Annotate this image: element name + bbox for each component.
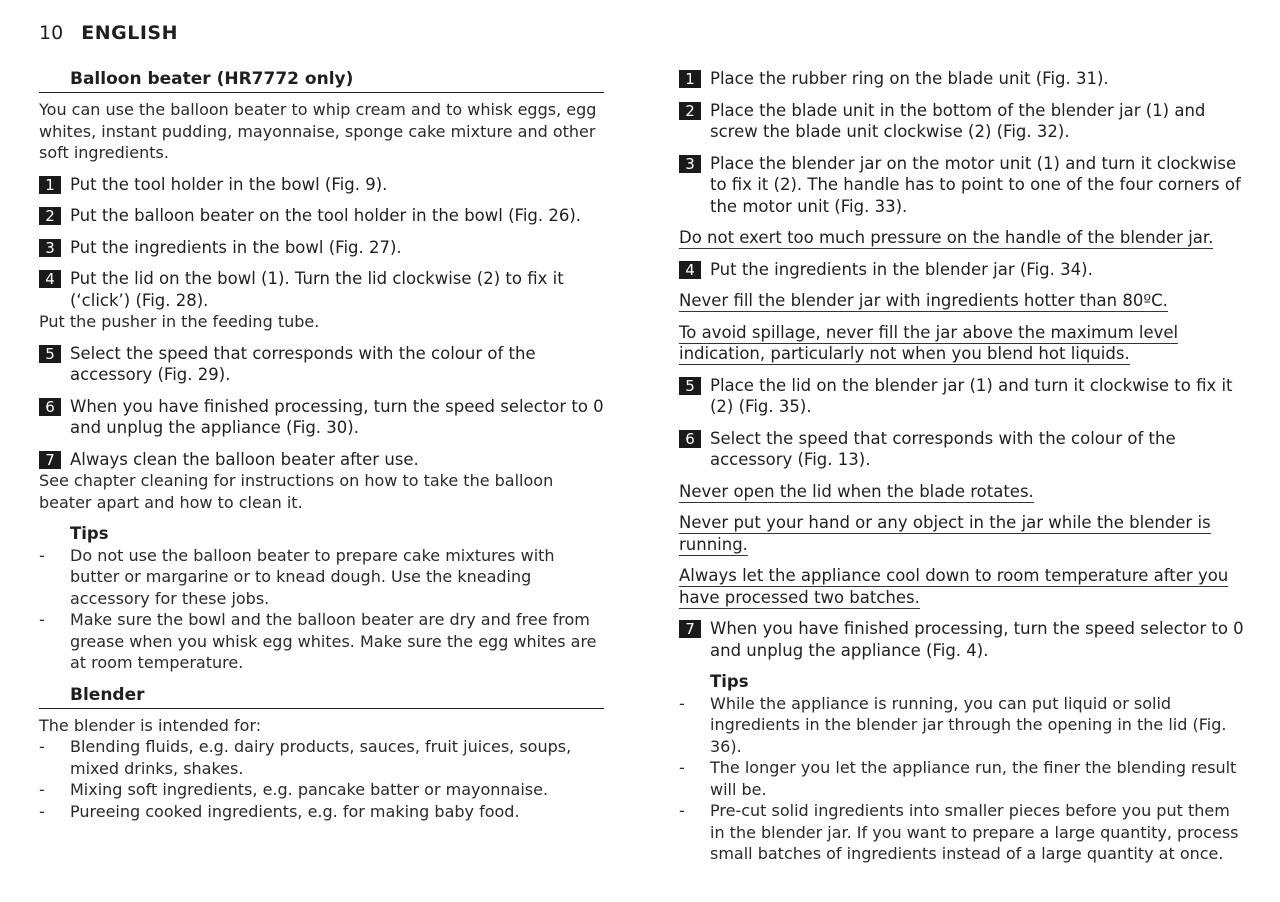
right-step-5 (679, 375, 1244, 418)
blender-use-item: - Mixing soft ingredients, e.g. pancake batter or mayonnaise. (39, 780, 549, 799)
step-number: 1 (679, 70, 701, 88)
step-number: 2 (39, 207, 61, 225)
right-step-1 (679, 68, 1244, 90)
step-text: Place the rubber ring on the blade unit (Fig. 31). (710, 69, 1109, 88)
blender-use-text: Pureeing cooked ingredients, e.g. for making baby food. (70, 801, 520, 821)
right-step-2 (679, 100, 1244, 143)
tip-text: Do not use the balloon beater to prepare cake mixtures with butter or margarine or to knead dough. Use the kneading accessory for these jobs. (70, 545, 555, 608)
tips-heading: Tips (70, 524, 109, 543)
warning-text: Never open the lid when the blade rotates. (679, 481, 1034, 501)
tip-item: - Make sure the bowl and the balloon beater are dry and free from grease when you whisk egg whites. Make sure the egg whites are at room temperature. (39, 610, 597, 672)
left-step-7 (39, 449, 604, 471)
blender-use-item: - Pureeing cooked ingredients, e.g. for making baby food. (39, 801, 520, 821)
warning-text: Never put your hand or any object in the jar while the blender is running. (679, 513, 1211, 554)
step-number: 1 (39, 176, 61, 194)
step-number: 4 (39, 270, 61, 288)
warning-spillage (679, 322, 1244, 365)
tip-item: - Pre-cut solid ingredients into smaller pieces before you put them in the blender jar. If you want to prepare a large quantity, process small batches of ingredients instead of a large quantity at once. (679, 801, 1239, 863)
step-number: 3 (679, 155, 701, 173)
language-heading: ENGLISH (81, 22, 178, 44)
right-step-4 (679, 259, 1244, 281)
warning-hand (679, 512, 1244, 555)
pusher-note: Put the pusher in the feeding tube. (39, 312, 320, 331)
blender-use-text: Blending fluids, e.g. dairy products, sauces, fruit juices, soups, mixed drinks, shakes. (70, 737, 572, 778)
right-step-6 (679, 428, 1244, 471)
blender-use-item: - Blending fluids, e.g. dairy products, sauces, fruit juices, soups, mixed drinks, shakes. (39, 737, 572, 778)
step-text: When you have finished processing, turn the speed selector to 0 and unplug the appliance (Fig. 4). (710, 619, 1244, 660)
step-text: Put the tool holder in the bowl (Fig. 9). (70, 174, 388, 194)
left-column (39, 68, 604, 822)
section-title-balloon-beater: Balloon beater (HR7772 only) (39, 68, 604, 93)
step-text: Place the lid on the blender jar (1) and turn it clockwise to fix it (2) (Fig. 35). (710, 375, 1233, 416)
step-text: When you have finished processing, turn the speed selector to 0 and unplug the appliance (Fig. 30). (70, 396, 604, 437)
warning-text: Do not exert too much pressure on the handle of the blender jar. (679, 228, 1214, 247)
left-step-2 (39, 205, 604, 227)
page-number: 10 (39, 22, 64, 44)
tip-item: - Do not use the balloon beater to prepare cake mixtures with butter or margarine or to knead dough. Use the kneading accessory for these jobs. (39, 545, 555, 608)
step-text: Select the speed that corresponds with the colour of the accessory (Fig. 13). (710, 428, 1176, 469)
tip-text: Make sure the bowl and the balloon beater are dry and free from grease when you whisk egg whites. Make sure the egg whites are at room temperature. (70, 610, 597, 672)
step-number: 5 (39, 345, 61, 363)
section-title-blender: Blender (39, 684, 604, 709)
cleaning-note: See chapter cleaning for instructions on how to take the balloon beater apart and how to clean it. (39, 471, 554, 512)
tip-text: While the appliance is running, you can put liquid or solid ingredients in the blender jar through the opening in the lid (Fig. 36). (710, 693, 1227, 756)
step-number: 7 (679, 620, 701, 638)
step-number: 4 (679, 261, 701, 279)
step-text: Put the ingredients in the bowl (Fig. 27). (70, 237, 402, 257)
step-number: 5 (679, 377, 701, 395)
warning-text: Never fill the blender jar with ingredients hotter than 80ºC. (679, 291, 1168, 310)
right-step-3 (679, 153, 1244, 218)
step-number: 6 (679, 430, 701, 448)
left-step-6 (39, 396, 604, 439)
page-header (39, 22, 178, 44)
step-text: Put the ingredients in the blender jar (Fig. 34). (710, 259, 1093, 279)
tip-item: - While the appliance is running, you can put liquid or solid ingredients in the blender jar through the opening in the lid (Fig. 36). (679, 693, 1227, 756)
step-text: Put the lid on the bowl (1). Turn the lid clockwise (2) to fix it (‘click’) (Fig. 28). (70, 269, 564, 310)
tip-text: The longer you let the appliance run, the finer the blending result will be. (710, 758, 1237, 799)
right-column (679, 58, 1244, 865)
warning-text: To avoid spillage, never fill the jar above the maximum level indication, particularly not when you blend hot liquids. (679, 322, 1179, 363)
warning-pressure (679, 227, 1244, 249)
step-text: Place the blade unit in the bottom of the blender jar (1) and screw the blade unit clockwise (2) (Fig. 32). (710, 100, 1206, 141)
warning-text: Always let the appliance cool down to room temperature after you have processed two batches. (679, 566, 1229, 607)
left-step-1 (39, 174, 604, 196)
step-number: 2 (679, 102, 701, 120)
warning-hot (679, 290, 1244, 312)
left-step-4 (39, 268, 604, 311)
step-number: 3 (39, 239, 61, 257)
tip-item: - The longer you let the appliance run, the finer the blending result will be. (679, 758, 1237, 799)
step-number: 6 (39, 398, 61, 416)
left-step-5 (39, 343, 604, 386)
step-text: Put the balloon beater on the tool holder in the bowl (Fig. 26). (70, 206, 582, 225)
blender-intro: The blender is intended for: (39, 715, 262, 735)
left-step-3 (39, 237, 604, 259)
step-text: Always clean the balloon beater after use. (70, 449, 419, 469)
blender-use-text: Mixing soft ingredients, e.g. pancake batter or mayonnaise. (70, 780, 549, 799)
warning-lid (679, 481, 1244, 503)
right-step-7 (679, 618, 1244, 661)
tips-heading: Tips (710, 672, 749, 691)
tip-text: Pre-cut solid ingredients into smaller pieces before you put them in the blender jar. If you want to prepare a large quantity, process small batches of ingredients instead of a large quantity at once. (710, 801, 1239, 863)
step-text: Place the blender jar on the motor unit (1) and turn it clockwise to fix it (2). The handle has to point to one of the four corners of the motor unit (Fig. 33). (710, 153, 1241, 216)
step-text: Select the speed that corresponds with the colour of the accessory (Fig. 29). (70, 343, 536, 384)
step-number: 7 (39, 451, 61, 469)
warning-cool (679, 565, 1244, 608)
balloon-intro: You can use the balloon beater to whip cream and to whisk eggs, egg whites, instant pudding, mayonnaise, sponge cake mixture and other soft ingredients. (39, 100, 597, 162)
